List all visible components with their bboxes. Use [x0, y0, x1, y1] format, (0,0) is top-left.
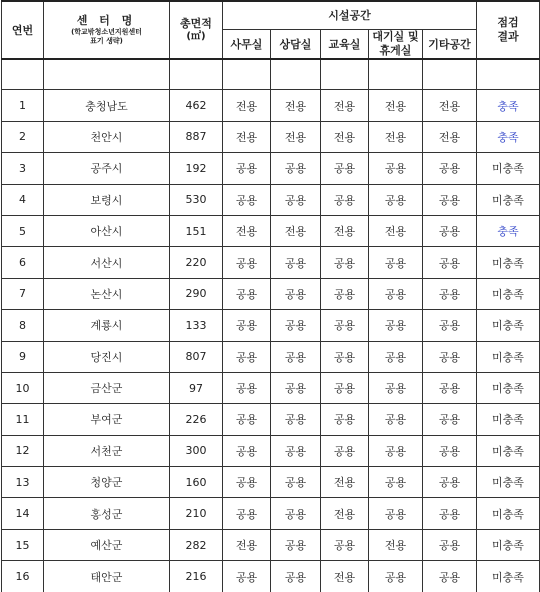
cell-no: 6 — [2, 247, 44, 278]
cell-result: 충족 — [477, 215, 540, 246]
cell-education: 공용 — [321, 153, 369, 184]
cell-waiting: 공용 — [369, 184, 423, 215]
cell-waiting: 공용 — [369, 467, 423, 498]
cell-office: 공용 — [223, 372, 271, 403]
header-total-area-unit: (㎡) — [170, 31, 222, 43]
header-total-area-label: 총면적 — [170, 17, 222, 31]
cell-education: 공용 — [321, 529, 369, 560]
cell-waiting: 전용 — [369, 90, 423, 121]
cell-no: 10 — [2, 372, 44, 403]
cell-waiting: 공용 — [369, 341, 423, 372]
header-center-name-note-2: 표기 생략) — [44, 37, 169, 46]
cell-other-space: 공용 — [423, 341, 477, 372]
table-row — [2, 215, 540, 246]
cell-office: 공용 — [223, 247, 271, 278]
cell-counseling: 공용 — [271, 153, 321, 184]
cell-education: 전용 — [321, 561, 369, 592]
cell-counseling: 공용 — [271, 341, 321, 372]
cell-total-area: 210 — [170, 498, 223, 529]
spacer-cell — [321, 59, 369, 90]
cell-result: 미충족 — [477, 404, 540, 435]
header-facility-group: 시설공간 — [223, 1, 477, 29]
header-no: 연번 — [2, 1, 44, 59]
cell-center-name: 태안군 — [44, 561, 170, 592]
cell-total-area: 462 — [170, 90, 223, 121]
cell-no: 14 — [2, 498, 44, 529]
cell-no: 1 — [2, 90, 44, 121]
cell-education: 공용 — [321, 435, 369, 466]
cell-total-area: 216 — [170, 561, 223, 592]
header-other-space: 기타공간 — [423, 29, 477, 59]
header-center-name-label: 센 터 명 — [44, 14, 169, 28]
cell-other-space: 공용 — [423, 247, 477, 278]
cell-center-name: 천안시 — [44, 121, 170, 152]
cell-waiting: 공용 — [369, 153, 423, 184]
spacer-cell — [423, 59, 477, 90]
header-result-line-2: 결과 — [477, 30, 539, 44]
cell-center-name: 공주시 — [44, 153, 170, 184]
cell-waiting: 공용 — [369, 372, 423, 403]
cell-waiting: 전용 — [369, 529, 423, 560]
table-row — [2, 404, 540, 435]
cell-office: 공용 — [223, 404, 271, 435]
cell-office: 전용 — [223, 215, 271, 246]
cell-other-space: 공용 — [423, 215, 477, 246]
cell-result: 미충족 — [477, 561, 540, 592]
cell-other-space: 공용 — [423, 153, 477, 184]
cell-office: 공용 — [223, 341, 271, 372]
cell-result: 미충족 — [477, 184, 540, 215]
cell-no: 7 — [2, 278, 44, 309]
cell-education: 공용 — [321, 310, 369, 341]
cell-total-area: 530 — [170, 184, 223, 215]
cell-education: 전용 — [321, 90, 369, 121]
header-waiting — [369, 29, 423, 59]
spacer-cell — [44, 59, 170, 90]
header-counseling: 상담실 — [271, 29, 321, 59]
cell-counseling: 공용 — [271, 561, 321, 592]
cell-result: 충족 — [477, 121, 540, 152]
header-education: 교육실 — [321, 29, 369, 59]
header-result-line-1: 점검 — [477, 16, 539, 30]
table-row — [2, 278, 540, 309]
cell-no: 12 — [2, 435, 44, 466]
cell-other-space: 공용 — [423, 372, 477, 403]
header-waiting-line-1: 대기실 및 — [369, 30, 422, 44]
cell-waiting: 공용 — [369, 247, 423, 278]
cell-waiting: 전용 — [369, 121, 423, 152]
cell-center-name: 계룡시 — [44, 310, 170, 341]
cell-waiting: 공용 — [369, 404, 423, 435]
cell-other-space: 전용 — [423, 90, 477, 121]
cell-total-area: 282 — [170, 529, 223, 560]
cell-office: 공용 — [223, 184, 271, 215]
cell-center-name: 금산군 — [44, 372, 170, 403]
cell-education: 공용 — [321, 278, 369, 309]
cell-office: 전용 — [223, 121, 271, 152]
cell-other-space: 공용 — [423, 184, 477, 215]
cell-result: 미충족 — [477, 310, 540, 341]
cell-result: 미충족 — [477, 498, 540, 529]
cell-total-area: 133 — [170, 310, 223, 341]
cell-education: 전용 — [321, 467, 369, 498]
cell-no: 3 — [2, 153, 44, 184]
cell-waiting: 전용 — [369, 215, 423, 246]
cell-office: 공용 — [223, 561, 271, 592]
cell-no: 5 — [2, 215, 44, 246]
table-row — [2, 341, 540, 372]
cell-total-area: 160 — [170, 467, 223, 498]
cell-no: 16 — [2, 561, 44, 592]
cell-office: 공용 — [223, 310, 271, 341]
cell-counseling: 공용 — [271, 247, 321, 278]
cell-other-space: 공용 — [423, 529, 477, 560]
cell-center-name: 부여군 — [44, 404, 170, 435]
cell-office: 공용 — [223, 498, 271, 529]
cell-center-name: 홍성군 — [44, 498, 170, 529]
header-total-area — [170, 1, 223, 59]
cell-office: 공용 — [223, 467, 271, 498]
table-row — [2, 372, 540, 403]
cell-counseling: 전용 — [271, 90, 321, 121]
cell-no: 15 — [2, 529, 44, 560]
cell-result: 충족 — [477, 90, 540, 121]
cell-counseling: 공용 — [271, 467, 321, 498]
cell-other-space: 공용 — [423, 404, 477, 435]
cell-total-area: 807 — [170, 341, 223, 372]
spacer-cell — [271, 59, 321, 90]
cell-result: 미충족 — [477, 372, 540, 403]
cell-total-area: 151 — [170, 215, 223, 246]
cell-center-name: 아산시 — [44, 215, 170, 246]
cell-total-area: 97 — [170, 372, 223, 403]
cell-total-area: 887 — [170, 121, 223, 152]
cell-counseling: 공용 — [271, 278, 321, 309]
cell-center-name: 논산시 — [44, 278, 170, 309]
table-row — [2, 90, 540, 121]
header-center-name — [44, 1, 170, 59]
cell-no: 11 — [2, 404, 44, 435]
cell-waiting: 공용 — [369, 561, 423, 592]
cell-other-space: 공용 — [423, 498, 477, 529]
cell-result: 미충족 — [477, 529, 540, 560]
cell-other-space: 공용 — [423, 278, 477, 309]
cell-office: 공용 — [223, 278, 271, 309]
cell-office: 전용 — [223, 90, 271, 121]
spacer-cell — [369, 59, 423, 90]
spacer-cell — [170, 59, 223, 90]
cell-no: 13 — [2, 467, 44, 498]
spacer-cell — [223, 59, 271, 90]
cell-education: 공용 — [321, 184, 369, 215]
cell-other-space: 공용 — [423, 435, 477, 466]
cell-waiting: 공용 — [369, 498, 423, 529]
table-body — [2, 59, 540, 592]
spacer-cell — [477, 59, 540, 90]
header-result — [477, 1, 540, 59]
table-row — [2, 561, 540, 592]
cell-center-name: 서천군 — [44, 435, 170, 466]
cell-total-area: 226 — [170, 404, 223, 435]
cell-result: 미충족 — [477, 341, 540, 372]
cell-result: 미충족 — [477, 278, 540, 309]
cell-other-space: 전용 — [423, 121, 477, 152]
cell-center-name: 당진시 — [44, 341, 170, 372]
cell-no: 4 — [2, 184, 44, 215]
cell-counseling: 공용 — [271, 498, 321, 529]
table-row — [2, 467, 540, 498]
cell-center-name: 청양군 — [44, 467, 170, 498]
table-row — [2, 498, 540, 529]
header-waiting-line-2: 휴게실 — [369, 44, 422, 58]
cell-education: 공용 — [321, 247, 369, 278]
cell-education: 전용 — [321, 498, 369, 529]
cell-result: 미충족 — [477, 247, 540, 278]
header-center-name-note-1: (학교밖청소년지원센터 — [44, 28, 169, 37]
table-row — [2, 184, 540, 215]
cell-counseling: 공용 — [271, 435, 321, 466]
cell-other-space: 공용 — [423, 310, 477, 341]
cell-office: 전용 — [223, 529, 271, 560]
cell-counseling: 공용 — [271, 184, 321, 215]
cell-counseling: 전용 — [271, 121, 321, 152]
cell-office: 공용 — [223, 435, 271, 466]
cell-education: 공용 — [321, 372, 369, 403]
cell-counseling: 전용 — [271, 215, 321, 246]
cell-total-area: 192 — [170, 153, 223, 184]
cell-counseling: 공용 — [271, 529, 321, 560]
table-row — [2, 435, 540, 466]
cell-total-area: 220 — [170, 247, 223, 278]
cell-other-space: 공용 — [423, 561, 477, 592]
cell-center-name: 충청남도 — [44, 90, 170, 121]
facility-table — [1, 0, 540, 592]
cell-total-area: 300 — [170, 435, 223, 466]
cell-no: 2 — [2, 121, 44, 152]
cell-result: 미충족 — [477, 467, 540, 498]
cell-office: 공용 — [223, 153, 271, 184]
cell-counseling: 공용 — [271, 310, 321, 341]
table-row — [2, 153, 540, 184]
header-office: 사무실 — [223, 29, 271, 59]
cell-other-space: 공용 — [423, 467, 477, 498]
cell-counseling: 공용 — [271, 372, 321, 403]
cell-center-name: 서산시 — [44, 247, 170, 278]
cell-center-name: 보령시 — [44, 184, 170, 215]
table-row — [2, 529, 540, 560]
cell-education: 공용 — [321, 404, 369, 435]
header-spacer-row — [2, 59, 540, 90]
cell-no: 9 — [2, 341, 44, 372]
cell-waiting: 공용 — [369, 435, 423, 466]
table-row — [2, 247, 540, 278]
spacer-cell — [2, 59, 44, 90]
table-row — [2, 310, 540, 341]
cell-no: 8 — [2, 310, 44, 341]
table-header — [2, 1, 540, 59]
cell-center-name: 예산군 — [44, 529, 170, 560]
cell-education: 전용 — [321, 215, 369, 246]
cell-result: 미충족 — [477, 435, 540, 466]
cell-waiting: 공용 — [369, 278, 423, 309]
cell-waiting: 공용 — [369, 310, 423, 341]
cell-education: 전용 — [321, 121, 369, 152]
cell-total-area: 290 — [170, 278, 223, 309]
cell-counseling: 공용 — [271, 404, 321, 435]
cell-result: 미충족 — [477, 153, 540, 184]
table-row — [2, 121, 540, 152]
cell-education: 공용 — [321, 341, 369, 372]
